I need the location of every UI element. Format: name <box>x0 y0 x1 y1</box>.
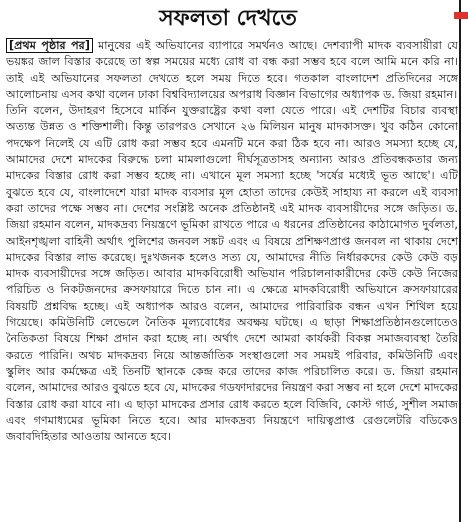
article-headline: সফলতা দেখতে <box>159 6 297 31</box>
continuation-tag: [প্রথম পৃষ্ঠার পর] <box>6 38 93 53</box>
article-paragraph-2 <box>6 103 458 445</box>
article-paragraph-1 <box>6 38 458 103</box>
paragraph-2-text: তিনি বলেন, উদাহরণ হিসেবে মার্কিন যুক্তরাষ্ট্রের কথা বলা যেতে পারে। এই দেশটির বিচার ব্যবস্থা অত্যন্ত উন্নত ও শক্তিশালী। কিন্তু তারপরও সেখানে ২৬ মিলিয়ন মানুষ মাদকাসক্ত। খুব কঠিন কোনো পদক্ষেপ নিলেই যে এটি রোধ করা সম্ভব হবে এমনটি মনে করা ঠিক হবে না। আরও সমস্যা হচ্ছে যে, আমাদের দেশে মাদকের বিরুদ্ধে চলা মামলাগুলো দীর্ঘসূত্রতাসহ অন্যান্য আরও প্রতিবন্ধকতার জন্য মাদকের বিস্তার রোধ করা সম্ভব হচ্ছে না। এখানে মূল সমস্যা হচ্ছে 'সর্ষের মধ্যেই ভূত আছে'। এটি বুঝতে হবে যে, বাংলাদেশে যারা মাদক ব্যবসার মূল হোতা তাদের কেউই সাহায্য না করলে এই ব্যবসা করা তাদের পক্ষে সম্ভব না। দেশের সংশ্লিষ্ট অনেক প্রতিষ্ঠানই এই মাদক ব্যবসায়ীদের সঙ্গে জড়িত। ড. জিয়া রহমান বলেন, মাদকদ্রব্য নিয়ন্ত্রণে ভূমিকা রাখতে পারে এ ধরনের প্রতিষ্ঠানের কাঠামোগত দুর্বলতা, আইনশৃঙ্খলা বাহিনী অর্থাৎ পুলিশের জনবল সঙ্কট এবং এ বিষয়ে প্রশিক্ষণপ্রাপ্ত জনবল না থাকায় দেশে মাদকের বিস্তার লাভ করেছে। দুঃখজনক হলেও সত্য যে, আমাদের নীতি নির্ধারকদের কেউ কেউ বড় মাদক ব্যবসায়ীদের সঙ্গে জড়িত। আবার মাদকবিরোধী অভিযান পরিচালনাকারীদের কেউ কেউ নিজের পরিচিত ও নিকটজনদের ক্রসফায়ারে দিতে চান না। এ ক্ষেত্রে মাদকবিরোধী অভিযানে ক্রসফায়ারের বিষয়টি প্রশ্নবিদ্ধ হচ্ছে। এই অধ্যাপক আরও বলেন, আমাদের পারিবারিক বন্ধন এখন শিথিল হয়ে গিয়েছে। কমিউনিটি লেভেলে নৈতিক মূল্যবোধের অবক্ষয় ঘটছে। এ ছাড়া শিক্ষাপ্রতিষ্ঠানগুলোতেও নৈতিকতা বিষয়ে শিক্ষা প্রদান করা হচ্ছে না। অর্থাৎ দেশে আমরা কার্যকরী বিকল্প সমাজব্যবস্থা তৈরি করতে পারিনি। অথচ মাদকদ্রব্য নিয়ে আন্তর্জাতিক সংস্থাগুলো সব সময়ই পরিবার, কমিউনিটি এবং স্কুলিং আর কর্মক্ষেত্র এই তিনটি স্থানকে কেন্দ্র করে তাদের কাজ পরিচালিত করে। ড. জিয়া রহমান বলেন, আমাদের আরও বুঝতে হবে যে, মাদকের গডফাদারদের নিয়ন্ত্রণ করা সম্ভব না হলে দেশে মাদকের বিস্তার রোধ করা যাবে না। এ ছাড়া মাদকের প্রসার রোধ করতে হলে বিজিবি, কোস্ট গার্ড, সুশীল সমাজ এবং গণমাধ্যমের ভূমিকা নিতে হবে। আর মাদকদ্রব্য নিয়ন্ত্রণে দায়িত্বপ্রাপ্ত রেগুলেটরি বডিকেও জবাবদিহিতার আওতায় আনতে হবে। <box>6 104 458 444</box>
column-divider <box>459 0 461 522</box>
accent-marker <box>454 12 468 19</box>
article-body <box>6 38 458 518</box>
paragraph-1-text: মানুষের এই অভিযানের ব্যাপারে সমর্থনও আছে। দেশব্যাপী মাদক ব্যবসায়ীরা যে ভয়ঙ্কর জাল বিস্তার করেছে তা স্বল্প সময়ের মধ্যে রোধ বা বন্ধ করা সম্ভব হবে বলে আমি মনে করি না। তাই এই অভিযানের সফলতা দেখতে হলে সময় দিতে হবে। গতকাল বাংলাদেশ প্রতিদিনের সঙ্গে আলোচনায় এসব কথা বলেন ঢাকা বিশ্ববিদ্যালয়ের অপরাধ বিজ্ঞান বিভাগের অধ্যাপক ড. জিয়া রহমান। <box>6 39 458 101</box>
